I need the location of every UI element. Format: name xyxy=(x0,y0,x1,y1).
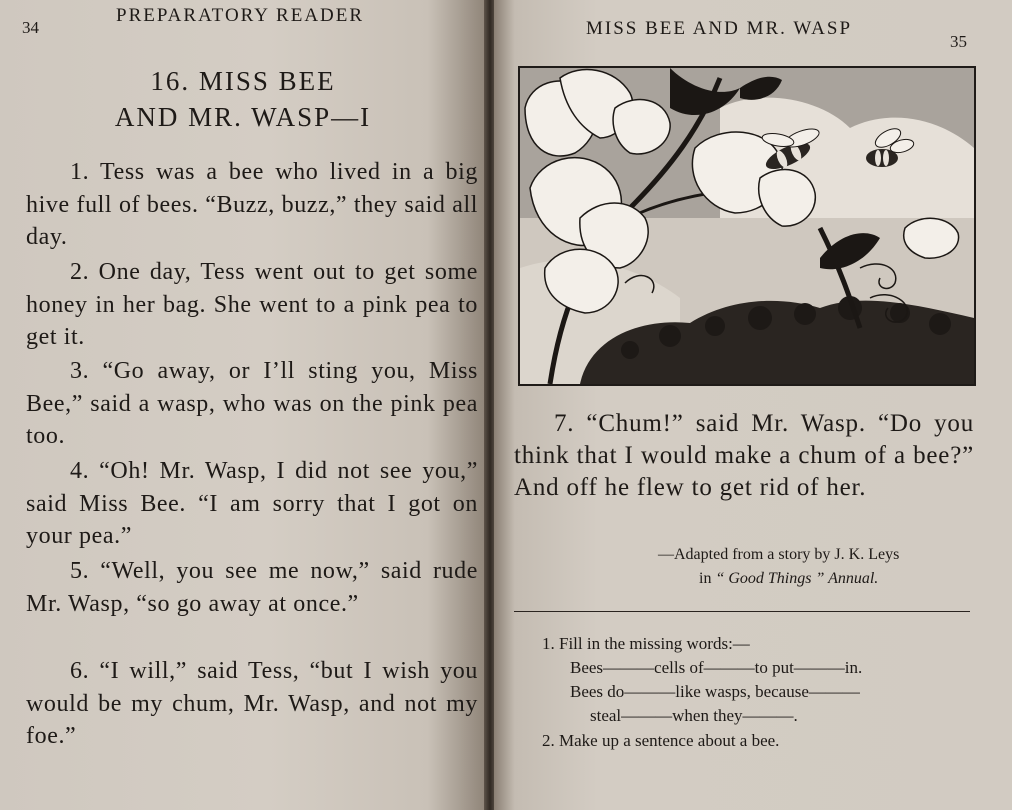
right-page xyxy=(494,0,1012,810)
left-page xyxy=(0,0,486,810)
left-running-head: PREPARATORY READER xyxy=(116,5,365,26)
paragraph-2: 2. One day, Tess went out to get some honey in her bag. She went to a pink pea to get it. xyxy=(26,259,478,350)
credit-line-1: —Adapted from a story by J. K. Leys xyxy=(658,546,900,563)
paragraph-4: 4. “Oh! Mr. Wasp, I did not see you,” said Miss Bee. “I am sorry that I got on your pea.” xyxy=(26,458,478,549)
left-page-number: 34 xyxy=(22,18,39,37)
chapter-title-line2: AND MR. WASP—I xyxy=(114,102,372,132)
paragraph-7: 7. “Chum!” said Mr. Wasp. “Do you think that I would make a chum of a bee?” And off he flew to get rid of her. xyxy=(514,410,974,501)
chapter-title-line1: 16. MISS BEE xyxy=(150,66,336,96)
exercise-2-label: 2. Make up a sentence about a bee. xyxy=(542,731,780,750)
exercise-1-label: 1. Fill in the missing words:— xyxy=(542,634,750,653)
credit-line-2: in “ Good Things ” Annual. xyxy=(699,570,879,587)
source-title: “ Good Things ” Annual. xyxy=(715,570,879,587)
paragraph-6: 6. “I will,” said Tess, “but I wish you would be my chum, Mr. Wasp, and not my foe.” xyxy=(26,658,478,749)
exercise-1-line-2: Bees do———like wasps, because——— xyxy=(570,682,860,701)
exercise-1-line-1: Bees———cells of———to put———in. xyxy=(570,658,863,677)
bee-wasp-illustration xyxy=(518,66,976,386)
right-page-number: 35 xyxy=(950,32,967,51)
exercise-divider xyxy=(514,611,970,612)
paragraph-3: 3. “Go away, or I’ll sting you, Miss Bee,” said a wasp, who was on the pink pea too. xyxy=(26,358,478,449)
right-running-head: MISS BEE AND MR. WASP xyxy=(586,18,853,39)
exercise-1-line-3: steal———when they———. xyxy=(590,706,798,725)
paragraph-1: 1. Tess was a bee who lived in a big hive full of bees. “Buzz, buzz,” they said all day. xyxy=(26,159,478,250)
paragraph-5: 5. “Well, you see me now,” said rude Mr. Wasp, “so go away at once.” xyxy=(26,558,478,617)
sweet-pea-illustration xyxy=(520,68,974,384)
